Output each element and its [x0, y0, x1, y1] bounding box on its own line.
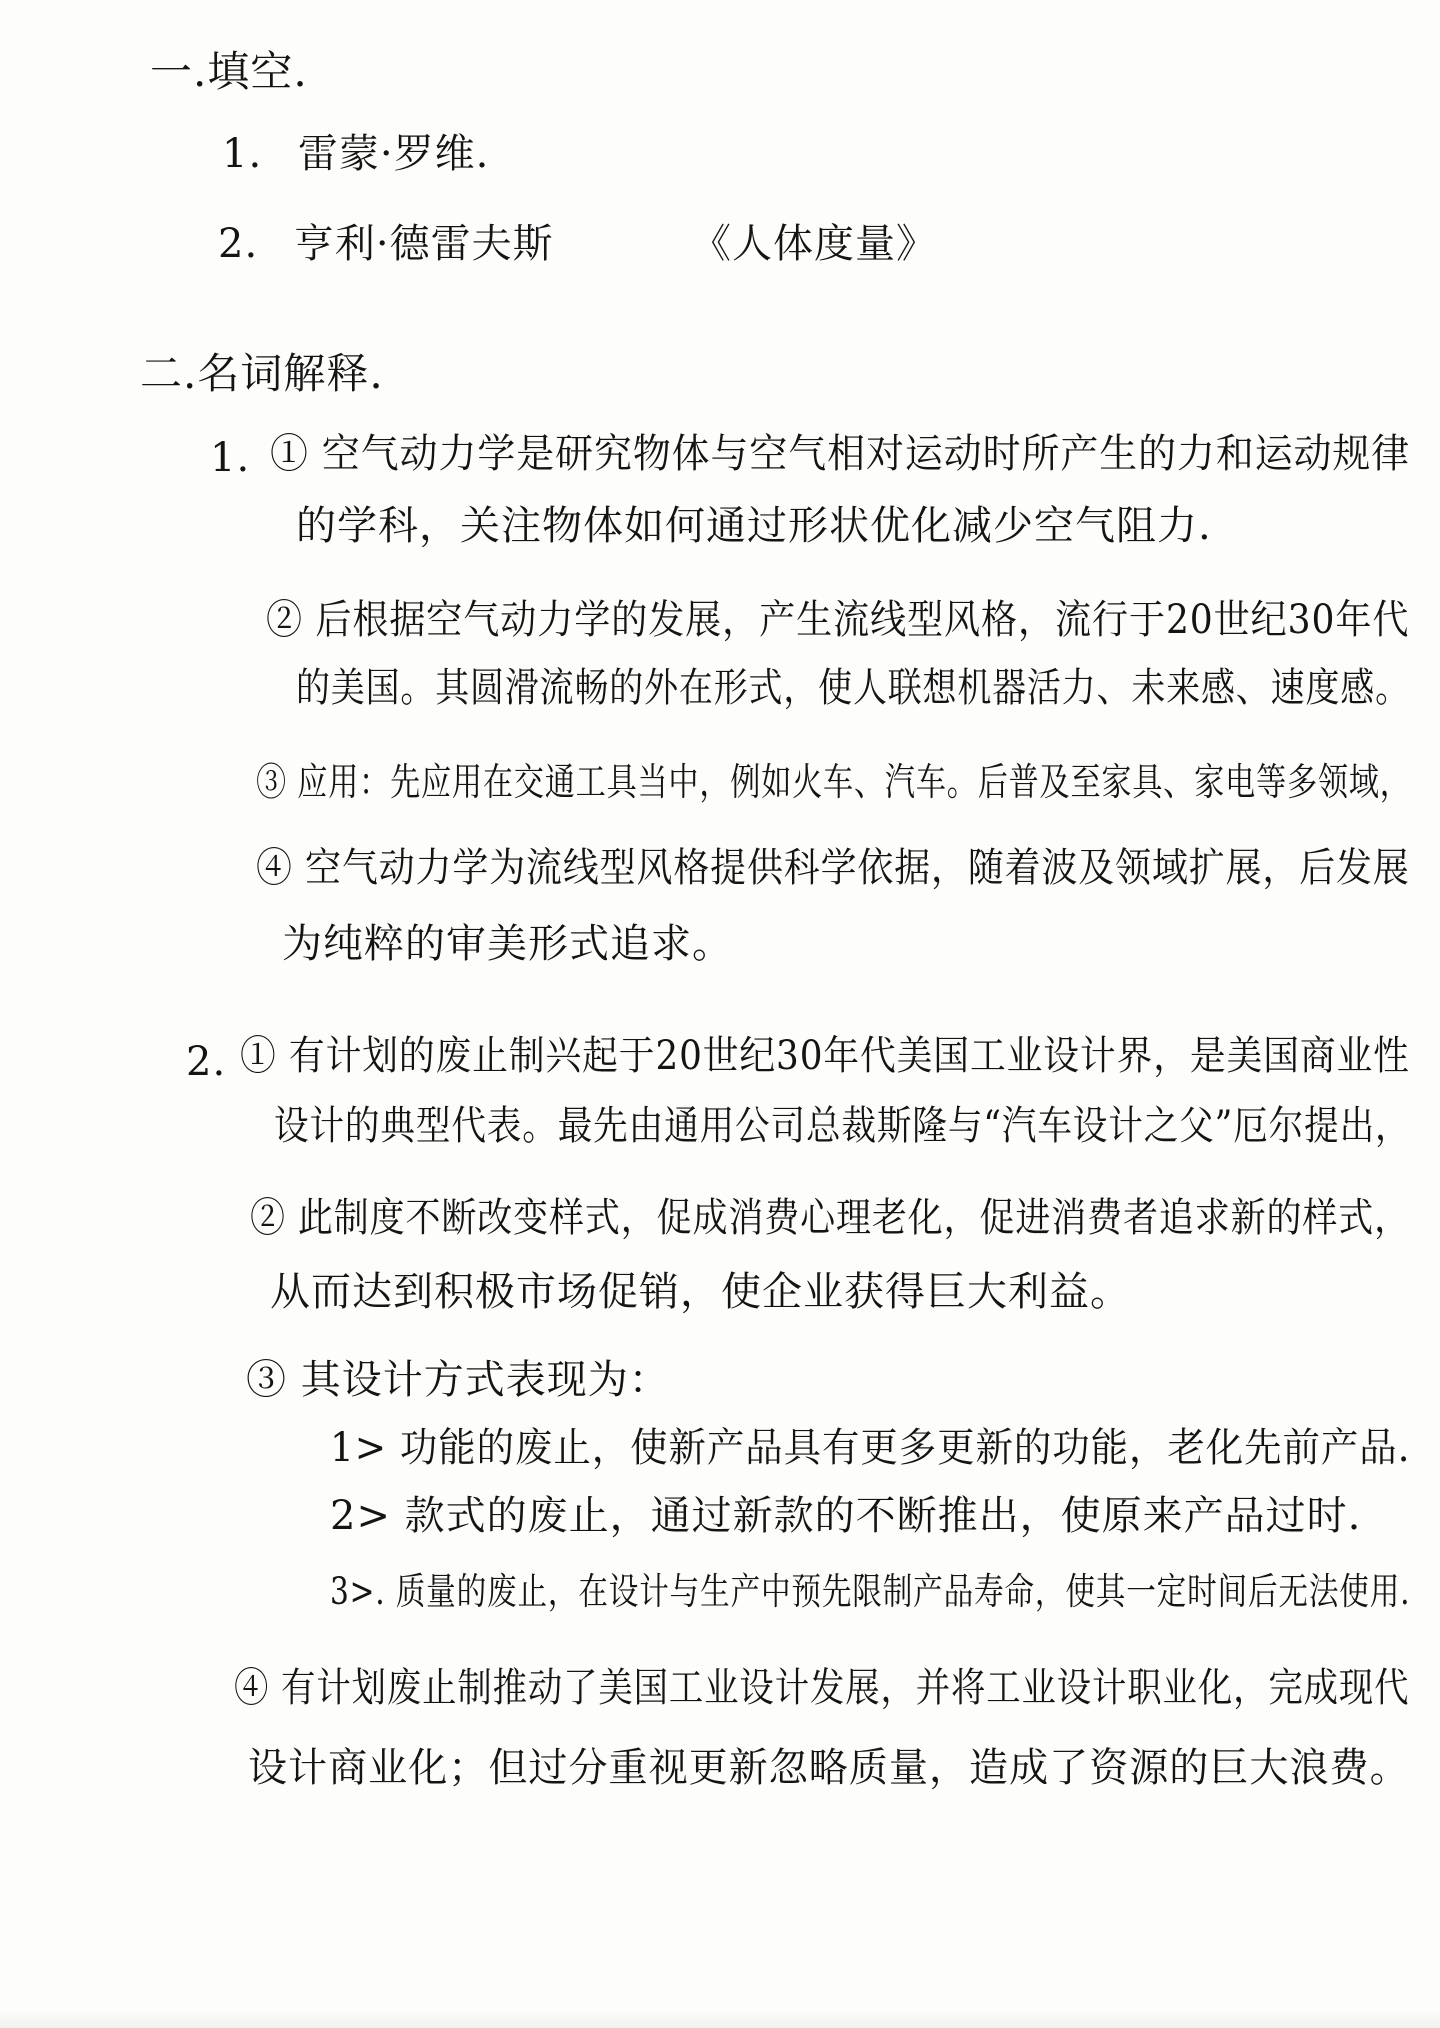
term-2-line: ① 有计划的废止制兴起于20世纪30年代美国工业设计界，是美国商业性: [240, 1033, 1410, 1079]
section-heading-fill-blank: 一.填空.: [150, 47, 308, 96]
term-2-line: ② 此制度不断改变样式，促成消费心理老化，促进消费者追求新的样式，: [250, 1195, 1411, 1241]
term-1-line: 的学科，关注物体如何通过形状优化减少空气阻力.: [296, 503, 1212, 549]
term-1-line: 为纯粹的审美形式追求。: [282, 921, 733, 967]
term-2-subitem: 3>. 质量的废止，在设计与生产中预先限制产品寿命，使其一定时间后无法使用.: [330, 1570, 1411, 1613]
term-1-line: ② 后根据空气动力学的发展，产生流线型风格，流行于20世纪30年代: [266, 597, 1410, 643]
term-2-line: 从而达到积极市场促销，使企业获得巨大利益。: [270, 1269, 1131, 1315]
term-2-subitem: 1> 功能的废止，使新产品具有更多更新的功能，老化先前产品.: [330, 1425, 1411, 1471]
term-2-subitem: 2> 款式的废止，通过新款的不断推出，使原来产品过时.: [330, 1493, 1362, 1539]
term-2-line: ④ 有计划废止制推动了美国工业设计发展，并将工业设计职业化，完成现代: [234, 1665, 1410, 1711]
answer-text: 雷蒙·罗维.: [297, 131, 490, 177]
section-heading-term-explanation: 二.名词解释.: [140, 349, 384, 398]
term-1-line: 的美国。其圆滑流畅的外在形式，使人联想机器活力、未来感、速度感。: [296, 665, 1410, 711]
term-1-line: ① 空气动力学是研究物体与空气相对运动时所产生的力和运动规律: [270, 431, 1411, 477]
term-1-number: 1.: [210, 435, 251, 481]
term-2-line: 设计的典型代表。最先由通用公司总裁斯隆与“汽车设计之父”厄尔提出，: [274, 1103, 1411, 1149]
answer-1: [222, 128, 489, 180]
term-1-line: ③ 应用：先应用在交通工具当中，例如火车、汽车。后普及至家具、家电等多领域，: [256, 760, 1411, 804]
page-bottom-shadow: [0, 2010, 1440, 2028]
term-1-line: ④ 空气动力学为流线型风格提供科学依据，随着波及领域扩展，后发展: [256, 845, 1410, 891]
term-2-number: 2.: [186, 1039, 227, 1085]
term-2-line: 设计商业化；但过分重视更新忽略质量，造成了资源的巨大浪费。: [248, 1745, 1410, 1791]
answer-number: 2.: [218, 221, 259, 267]
answer-text: 亨利·德雷夫斯: [293, 221, 554, 267]
answer-number: 1.: [222, 131, 263, 177]
answer-2: [218, 218, 937, 270]
answer-book-title: 《人体度量》: [691, 221, 938, 267]
term-2-line: ③ 其设计方式表现为：: [246, 1357, 670, 1403]
